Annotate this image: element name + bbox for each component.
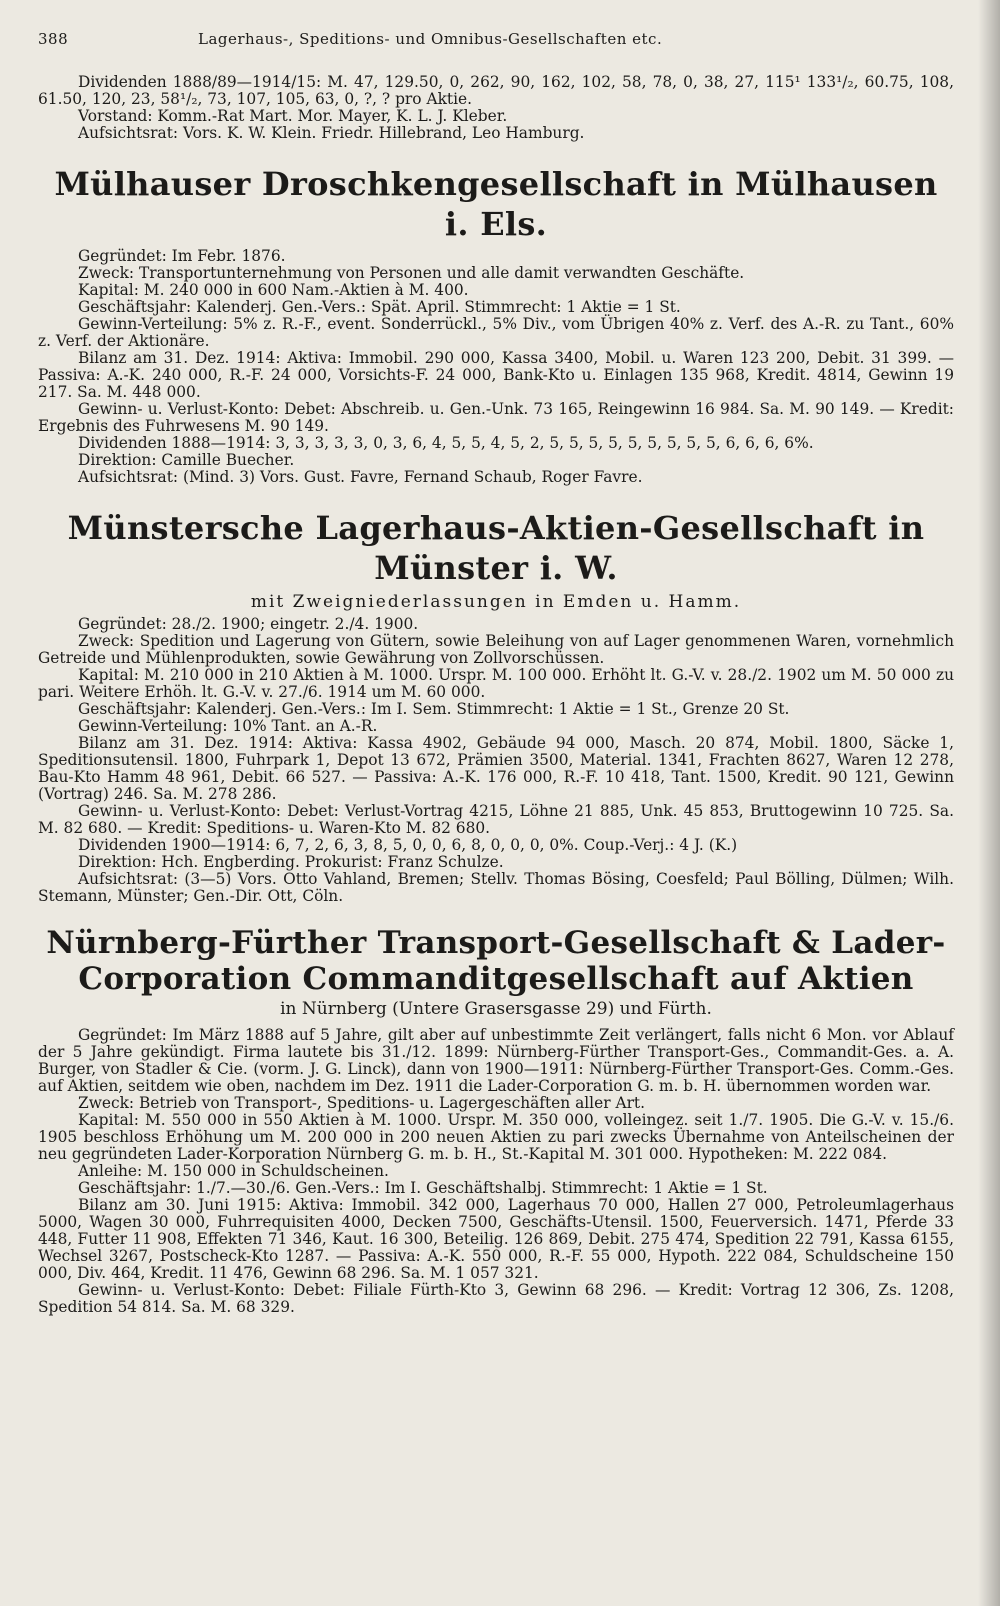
gewinn-verlust-paragraph: Gewinn- u. Verlust-Konto: Debet: Verlust-Vortrag 4215, Löhne 21 885, Unk. 45 853, Bruttogewinn 10 725. Sa. M. 82 680. — Kredit: Speditions- u. Waren-Kto M. 82 680. bbox=[38, 802, 954, 837]
bilanz-paragraph: Bilanz am 31. Dez. 1914: Aktiva: Kassa 4902, Gebäude 94 000, Masch. 20 874, Mobil. 1800, Säcke 1, Speditionsutensil. 1800, Fuhrpark 1, Depot 13 672, Prämien 3500, Material. 1341, Frachten 8627, Waren 12 278, Bau-Kto Hamm 48 961, Debit. 66 527. — Passiva: A.-K. 176 000, R.-F. 10 418, Tant. 1500, Kredit. 90 121, Gewinn (Vortrag) 246. Sa. M. 278 286. bbox=[38, 734, 954, 803]
gewinn-verlust-paragraph: Gewinn- u. Verlust-Konto: Debet: Filiale Fürth-Kto 3, Gewinn 68 296. — Kredit: Vortrag 12 306, Zs. 1208, Spedition 54 814. Sa. M. 68 329. bbox=[38, 1281, 954, 1316]
gewinnverteilung-paragraph: Gewinn-Verteilung: 10% Tant. an A.-R. bbox=[78, 717, 378, 735]
aufsichtsrat-paragraph: Aufsichtsrat: (Mind. 3) Vors. Gust. Favre, Fernand Schaub, Roger Favre. bbox=[78, 468, 643, 486]
dividenden-paragraph: Dividenden 1888/89—1914/15: M. 47, 129.50, 0, 262, 90, 162, 102, 58, 78, 0, 38, 27, 115¹ 133¹/₂, 60.75, 108, 61.50, 120, 23, 58¹/₂, 73, 107, 105, 63, 0, ?, ? pro Aktie. bbox=[38, 73, 954, 108]
kapital-paragraph: Kapital: M. 240 000 in 600 Nam.-Aktien à M. 400. bbox=[78, 281, 469, 299]
section-continuation bbox=[38, 74, 954, 142]
page-number: 388 bbox=[38, 30, 69, 48]
aufsichtsrat-paragraph: Aufsichtsrat: Vors. K. W. Klein. Friedr. Hillebrand, Leo Hamburg. bbox=[78, 124, 585, 142]
section-title-line1: Nürnberg-Fürther Transport-Gesellschaft & Lader- bbox=[46, 925, 946, 961]
anleihe-paragraph: Anleihe: M. 150 000 in Schuldscheinen. bbox=[78, 1162, 389, 1180]
section-title: Mülhauser Droschkengesellschaft in Mülhausen i. Els. bbox=[54, 165, 938, 243]
kapital-paragraph: Kapital: M. 550 000 in 550 Aktien à M. 1000. Urspr. M. 350 000, volleingez. seit 1./7. 1905. Die G.-V. v. 15./6. 1905 beschloss Erhöhung um M. 200 000 in 200 neuen Aktien zu pari zwecks Übernahme von Anteilscheinen der neu gegründeten Lader-Korporation Nürnberg G. m. b. H., St.-Kapital M. 301 000. Hypotheken: M. 222 084. bbox=[38, 1111, 954, 1163]
bilanz-paragraph: Bilanz am 30. Juni 1915: Aktiva: Immobil. 342 000, Lagerhaus 70 000, Hallen 27 000, Petroleumlagerhaus 5000, Wagen 30 000, Fuhrrequisiten 4000, Decken 7500, Geschäfts-Utensil. 1500, Feuerversich. 1471, Pferde 33 448, Futter 11 908, Effekten 71 346, Kaut. 16 300, Beteilig. 126 869, Debit. 275 474, Spedition 22 791, Kassa 6155, Wechsel 3267, Postscheck-Kto 1287. — Passiva: A.-K. 550 000, R.-F. 55 000, Hypoth. 222 084, Schuldscheine 150 000, Div. 464, Kredit. 11 476, Gewinn 68 296. Sa. M. 1 057 321. bbox=[38, 1196, 954, 1282]
section-muenstersche-lagerhaus bbox=[38, 508, 954, 905]
section-muelhauser-droschken bbox=[38, 164, 954, 486]
zweck-paragraph: Zweck: Betrieb von Transport-, Speditions- u. Lagergeschäften aller Art. bbox=[78, 1094, 646, 1112]
geschaeftsjahr-paragraph: Geschäftsjahr: Kalenderj. Gen.-Vers.: Im I. Sem. Stimmrecht: 1 Aktie = 1 St., Grenze 20 St. bbox=[78, 700, 790, 718]
bilanz-paragraph: Bilanz am 31. Dez. 1914: Aktiva: Immobil. 290 000, Kassa 3400, Mobil. u. Waren 123 200, Debit. 31 399. — Passiva: A.-K. 240 000, R.-F. 24 000, Vorsichts-F. 24 000, Bank-Kto u. Einlagen 135 968, Kredit. 4814, Gewinn 19 217. Sa. M. 448 000. bbox=[38, 349, 954, 401]
direktion-paragraph: Direktion: Hch. Engberding. Prokurist: Franz Schulze. bbox=[78, 853, 504, 871]
section-title-line2: Corporation Commanditgesellschaft auf Aktien bbox=[78, 961, 914, 997]
geschaeftsjahr-paragraph: Geschäftsjahr: Kalenderj. Gen.-Vers.: Spät. April. Stimmrecht: 1 Aktie = 1 St. bbox=[78, 298, 681, 316]
section-nuernberg-fuerther bbox=[38, 925, 954, 1316]
running-title: Lagerhaus-, Speditions- und Omnibus-Gesellschaften etc. bbox=[198, 30, 663, 48]
section-subtitle: mit Zweigniederlassungen in Emden u. Hamm. bbox=[250, 592, 742, 612]
dividenden-paragraph: Dividenden 1900—1914: 6, 7, 2, 6, 3, 8, 5, 0, 0, 6, 8, 0, 0, 0, 0%. Coup.-Verj.: 4 J. (K.) bbox=[78, 836, 738, 854]
geschaeftsjahr-paragraph: Geschäftsjahr: 1./7.—30./6. Gen.-Vers.: Im I. Geschäftshalbj. Stimmrecht: 1 Aktie = 1 St. bbox=[78, 1179, 768, 1197]
page-edge-shadow bbox=[978, 0, 1000, 1606]
zweck-paragraph: Zweck: Transportunternehmung von Personen und alle damit verwandten Geschäfte. bbox=[78, 264, 745, 282]
gewinnverteilung-paragraph: Gewinn-Verteilung: 5% z. R.-F., event. Sonderrückl., 5% Div., vom Übrigen 40% z. Verf. des A.-R. zu Tant., 60% z. Verf. der Aktionäre. bbox=[38, 315, 954, 350]
zweck-paragraph: Zweck: Spedition und Lagerung von Gütern, sowie Beleihung von auf Lager genommenen Waren, vornehmlich Getreide und Mühlenprodukten, sowie Gewährung von Zollvorschüssen. bbox=[38, 632, 954, 667]
direktion-paragraph: Direktion: Camille Buecher. bbox=[78, 451, 295, 469]
running-header bbox=[38, 30, 954, 48]
gegruendet-paragraph: Gegründet: 28./2. 1900; eingetr. 2./4. 1900. bbox=[78, 615, 419, 633]
vorstand-paragraph: Vorstand: Komm.-Rat Mart. Mor. Mayer, K. L. J. Kleber. bbox=[78, 107, 508, 125]
section-location: in Nürnberg (Untere Grasersgasse 29) und Fürth. bbox=[280, 999, 712, 1019]
dividenden-paragraph: Dividenden 1888—1914: 3, 3, 3, 3, 3, 0, 3, 6, 4, 5, 5, 4, 5, 2, 5, 5, 5, 5, 5, 5, 5, 5, 5, 6, 6, 6, 6%. bbox=[78, 434, 814, 452]
kapital-paragraph: Kapital: M. 210 000 in 210 Aktien à M. 1000. Urspr. M. 100 000. Erhöht lt. G.-V. v. 28./2. 1902 um M. 50 000 zu pari. Weitere Erhöh. lt. G.-V. v. 27./6. 1914 um M. 60 000. bbox=[38, 666, 954, 701]
gegruendet-paragraph: Gegründet: Im Febr. 1876. bbox=[78, 247, 286, 265]
gewinn-verlust-paragraph: Gewinn- u. Verlust-Konto: Debet: Abschreib. u. Gen.-Unk. 73 165, Reingewinn 16 984. Sa. M. 90 149. — Kredit: Ergebnis des Fuhrwesens M. 90 149. bbox=[38, 400, 954, 435]
section-title: Münstersche Lagerhaus-Aktien-Gesellschaft in Münster i. W. bbox=[67, 509, 925, 587]
aufsichtsrat-paragraph: Aufsichtsrat: (3—5) Vors. Otto Vahland, Bremen; Stellv. Thomas Bösing, Coesfeld; Paul Bölling, Dülmen; Wilh. Stemann, Münster; Gen.-Dir. Ott, Cöln. bbox=[38, 870, 954, 905]
gegruendet-paragraph: Gegründet: Im März 1888 auf 5 Jahre, gilt aber auf unbestimmte Zeit verlängert, falls nicht 6 Mon. vor Ablauf der 5 Jahre gekündigt. Firma lautete bis 31./12. 1899: Nürnberg-Fürther Transport-Ges., Commandit-Ges. a. A. Burger, von Stadler & Cie. (vorm. J. G. Linck), dann von 1900—1911: Nürnberg-Fürther Transport-Ges. Comm.-Ges. auf Aktien, seitdem wie oben, nachdem im Dez. 1911 die Lader-Corporation G. m. b. H. übernommen worden war. bbox=[38, 1026, 954, 1095]
